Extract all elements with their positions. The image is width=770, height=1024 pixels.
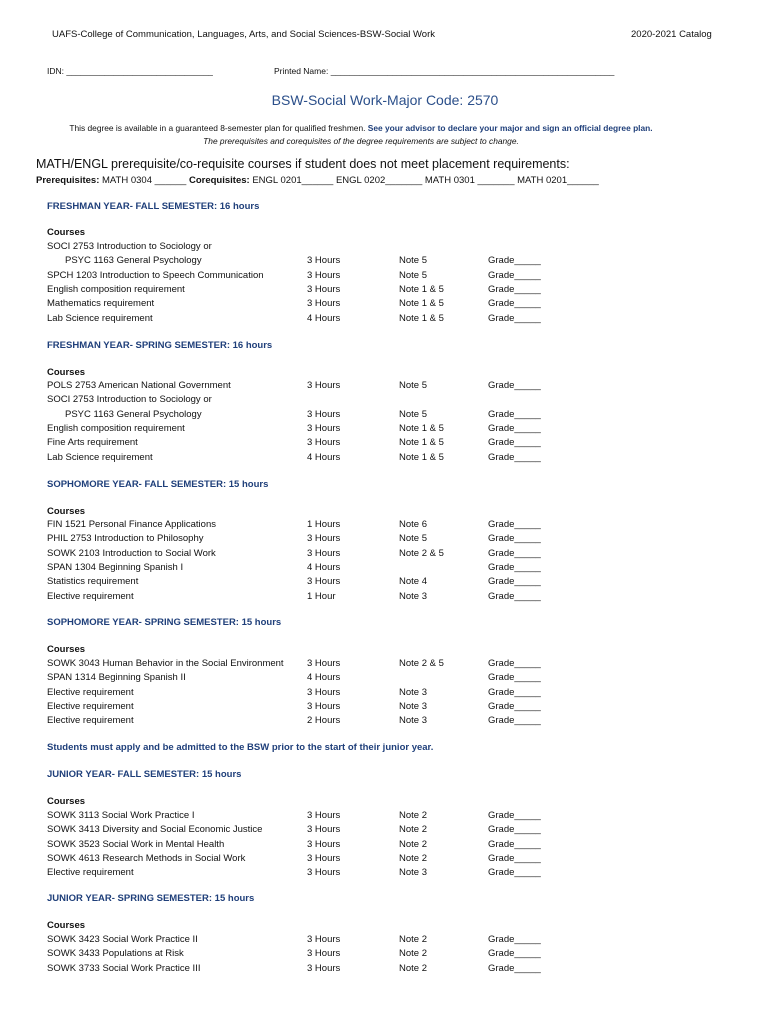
coreq-label: Corequisites:	[188, 175, 250, 186]
grade-field[interactable]: Grade_____	[488, 255, 541, 267]
semester-title: SOPHOMORE YEAR- FALL SEMESTER: 15 hours	[47, 479, 269, 490]
course-note: Note 2	[399, 810, 427, 821]
course-row	[47, 313, 567, 327]
course-note: Note 3	[399, 867, 427, 879]
courses-caption: Courses	[47, 367, 86, 378]
course-name: PHIL 2753 Introduction to Philosophy	[47, 533, 204, 545]
grade-field[interactable]: Grade_____	[488, 838, 541, 850]
prereq-heading: MATH/ENGL prerequisite/co-requisite courses if student does not meet placement requirements:	[36, 157, 570, 171]
grade-field[interactable]: Grade_____	[488, 547, 541, 559]
course-row	[47, 270, 567, 284]
header-catalog-year: 2020-2021 Catalog	[631, 29, 712, 40]
grade-field[interactable]: Grade_____	[488, 269, 541, 281]
course-row	[47, 298, 567, 312]
course-row	[47, 423, 567, 437]
course-note: Note 3	[399, 715, 427, 727]
course-hours: 3 Hours	[307, 934, 341, 945]
course-note: Note 3	[399, 700, 427, 712]
courses-caption: Courses	[47, 644, 86, 655]
grade-field[interactable]: Grade_____	[488, 283, 541, 295]
course-name: Fine Arts requirement	[47, 437, 138, 449]
course-hours: 3 Hours	[307, 422, 341, 434]
course-name: Lab Science requirement	[47, 451, 153, 463]
course-row	[47, 409, 567, 423]
course-name: SPAN 1314 Beginning Spanish II	[47, 672, 186, 684]
course-note: Note 6	[399, 519, 427, 530]
grade-field[interactable]: Grade_____	[488, 451, 541, 463]
course-name: SOWK 2103 Introduction to Social Work	[47, 547, 216, 559]
prereq-line	[36, 175, 599, 186]
course-row	[47, 394, 567, 408]
course-hours: 3 Hours	[307, 298, 341, 310]
course-note: Note 5	[399, 255, 427, 267]
course-hours: 3 Hours	[307, 283, 341, 295]
course-hours: 3 Hours	[307, 533, 341, 545]
grade-field[interactable]: Grade_____	[488, 962, 541, 974]
printed-name-field[interactable]: Printed Name: ____________________________________________________________	[274, 66, 615, 76]
course-name: Statistics requirement	[47, 576, 139, 588]
course-note: Note 2	[399, 934, 427, 945]
course-name: SOWK 3423 Social Work Practice II	[47, 934, 198, 945]
course-note: Note 1 & 5	[399, 422, 444, 434]
course-name: SOWK 3433 Populations at Risk	[47, 948, 184, 960]
course-row	[47, 548, 567, 562]
grade-field[interactable]: Grade_____	[488, 700, 541, 712]
grade-field[interactable]: Grade_____	[488, 380, 541, 391]
intro-plain-text: This degree is available in a guaranteed 8-semester plan for qualified freshmen.	[69, 123, 366, 133]
course-note: Note 4	[399, 576, 427, 588]
intro-line-1	[0, 123, 722, 133]
prereq-value: MATH 0304 ______	[102, 175, 187, 186]
course-note: Note 2 & 5	[399, 658, 444, 669]
course-row	[47, 701, 567, 715]
course-hours: 3 Hours	[307, 380, 341, 391]
course-note: Note 2	[399, 824, 427, 836]
prereq-label: Prerequisites:	[36, 175, 100, 186]
course-hours: 3 Hours	[307, 658, 341, 669]
course-row	[47, 839, 567, 853]
grade-field[interactable]: Grade_____	[488, 590, 541, 602]
grade-field[interactable]: Grade_____	[488, 519, 541, 530]
course-hours: 3 Hours	[307, 269, 341, 281]
course-row	[47, 867, 567, 881]
course-name: POLS 2753 American National Government	[47, 380, 231, 391]
course-row	[47, 241, 567, 255]
grade-field[interactable]: Grade_____	[488, 312, 541, 324]
grade-field[interactable]: Grade_____	[488, 715, 541, 727]
course-row	[47, 658, 567, 672]
semester-title: SOPHOMORE YEAR- SPRING SEMESTER: 15 hours	[47, 617, 282, 628]
course-name: SOWK 3733 Social Work Practice III	[47, 962, 201, 974]
course-note: Note 5	[399, 408, 427, 420]
course-name: FIN 1521 Personal Finance Applications	[47, 519, 216, 530]
grade-field[interactable]: Grade_____	[488, 686, 541, 698]
course-note: Note 1 & 5	[399, 451, 444, 463]
grade-field[interactable]: Grade_____	[488, 824, 541, 836]
course-row	[47, 824, 567, 838]
intro-line-2: The prerequisites and corequisites of the degree requirements are subject to change.	[203, 136, 519, 146]
course-name: SOWK 3413 Diversity and Social Economic Justice	[47, 824, 263, 836]
junior-admission-notice: Students must apply and be admitted to the BSW prior to the start of their junior year.	[47, 742, 434, 753]
course-row	[47, 715, 567, 729]
course-note: Note 2 & 5	[399, 547, 444, 559]
course-hours: 3 Hours	[307, 547, 341, 559]
semester-title: JUNIOR YEAR- FALL SEMESTER: 15 hours	[47, 769, 242, 780]
page-title: BSW-Social Work-Major Code: 2570	[271, 92, 499, 108]
course-row	[47, 519, 567, 533]
course-name: SPCH 1203 Introduction to Speech Communication	[47, 269, 264, 281]
course-row	[47, 853, 567, 867]
course-name: English composition requirement	[47, 283, 185, 295]
course-note: Note 5	[399, 380, 427, 391]
courses-caption: Courses	[47, 227, 86, 238]
grade-field[interactable]: Grade_____	[488, 576, 541, 588]
course-name: English composition requirement	[47, 422, 185, 434]
course-hours: 4 Hours	[307, 451, 341, 463]
courses-caption: Courses	[47, 506, 86, 517]
course-name: SOCI 2753 Introduction to Sociology or	[47, 394, 212, 406]
course-name: Mathematics requirement	[47, 298, 155, 310]
course-row	[47, 934, 567, 948]
course-row	[47, 437, 567, 451]
grade-field[interactable]: Grade_____	[488, 561, 541, 573]
course-row	[47, 948, 567, 962]
courses-caption: Courses	[47, 920, 86, 931]
grade-field[interactable]: Grade_____	[488, 298, 541, 310]
course-note: Note 5	[399, 533, 427, 545]
course-hours: 3 Hours	[307, 576, 341, 588]
course-hours: 1 Hours	[307, 519, 341, 530]
course-name: PSYC 1163 General Psychology	[65, 408, 202, 420]
course-row	[47, 576, 567, 590]
course-hours: 3 Hours	[307, 700, 341, 712]
header-college: UAFS-College of Communication, Languages, Arts, and Social Sciences-BSW-Social Work	[52, 29, 435, 40]
course-hours: 3 Hours	[307, 686, 341, 698]
course-hours: 2 Hours	[307, 715, 341, 727]
course-row	[47, 284, 567, 298]
course-row	[47, 452, 567, 466]
course-row	[47, 687, 567, 701]
course-note: Note 1 & 5	[399, 312, 444, 324]
course-row	[47, 255, 567, 269]
course-hours: 3 Hours	[307, 408, 341, 420]
grade-field[interactable]: Grade_____	[488, 948, 541, 960]
intro-advisor-note: See your advisor to declare your major and sign an official degree plan.	[367, 123, 653, 133]
course-row	[47, 533, 567, 547]
course-note: Note 2	[399, 838, 427, 850]
course-row	[47, 672, 567, 686]
grade-field[interactable]: Grade_____	[488, 810, 541, 821]
course-hours: 3 Hours	[307, 810, 341, 821]
courses-caption: Courses	[47, 796, 86, 807]
course-row	[47, 810, 567, 824]
course-note: Note 2	[399, 852, 427, 864]
course-note: Note 1 & 5	[399, 283, 444, 295]
course-hours: 3 Hours	[307, 867, 341, 879]
course-hours: 3 Hours	[307, 962, 341, 974]
course-name: SOWK 3043 Human Behavior in the Social Environment	[47, 658, 284, 669]
grade-field[interactable]: Grade_____	[488, 672, 541, 684]
course-row	[47, 591, 567, 605]
course-hours: 4 Hours	[307, 672, 341, 684]
course-row	[47, 562, 567, 576]
course-name: Elective requirement	[47, 715, 134, 727]
course-hours: 3 Hours	[307, 824, 341, 836]
course-name: SOWK 3113 Social Work Practice I	[47, 810, 195, 821]
course-note: Note 3	[399, 686, 427, 698]
course-name: Elective requirement	[47, 867, 134, 879]
grade-field[interactable]: Grade_____	[488, 934, 541, 945]
course-name: Elective requirement	[47, 686, 134, 698]
course-name: SOWK 4613 Research Methods in Social Work	[47, 852, 246, 864]
grade-field[interactable]: Grade_____	[488, 852, 541, 864]
course-hours: 4 Hours	[307, 312, 341, 324]
course-name: Lab Science requirement	[47, 312, 153, 324]
semester-title: FRESHMAN YEAR- FALL SEMESTER: 16 hours	[47, 201, 260, 212]
course-name: SPAN 1304 Beginning Spanish I	[47, 561, 184, 573]
course-name: PSYC 1163 General Psychology	[65, 255, 202, 267]
grade-field[interactable]: Grade_____	[488, 867, 541, 879]
grade-field[interactable]: Grade_____	[488, 533, 541, 545]
course-hours: 3 Hours	[307, 437, 341, 449]
course-row	[47, 380, 567, 394]
course-name: Elective requirement	[47, 590, 134, 602]
grade-field[interactable]: Grade_____	[488, 408, 541, 420]
course-hours: 3 Hours	[307, 852, 341, 864]
semester-title: JUNIOR YEAR- SPRING SEMESTER: 15 hours	[47, 893, 255, 904]
course-name: Elective requirement	[47, 700, 134, 712]
grade-field[interactable]: Grade_____	[488, 658, 541, 669]
course-hours: 3 Hours	[307, 838, 341, 850]
course-note: Note 5	[399, 269, 427, 281]
course-note: Note 1 & 5	[399, 437, 444, 449]
course-note: Note 2	[399, 948, 427, 960]
course-row	[47, 963, 567, 977]
grade-field[interactable]: Grade_____	[488, 422, 541, 434]
course-name: SOWK 3523 Social Work in Mental Health	[47, 838, 225, 850]
course-note: Note 1 & 5	[399, 298, 444, 310]
idn-field[interactable]: IDN: _______________________________	[47, 66, 213, 76]
grade-field[interactable]: Grade_____	[488, 437, 541, 449]
coreq-value: ENGL 0201______ ENGL 0202_______ MATH 0301 _______ MATH 0201______	[252, 175, 599, 186]
course-name: SOCI 2753 Introduction to Sociology or	[47, 241, 212, 252]
course-note: Note 3	[399, 590, 427, 602]
course-hours: 4 Hours	[307, 561, 341, 573]
course-hours: 3 Hours	[307, 255, 341, 267]
course-hours: 3 Hours	[307, 948, 341, 960]
course-note: Note 2	[399, 962, 427, 974]
semester-title: FRESHMAN YEAR- SPRING SEMESTER: 16 hours	[47, 340, 273, 351]
course-hours: 1 Hour	[307, 590, 336, 602]
